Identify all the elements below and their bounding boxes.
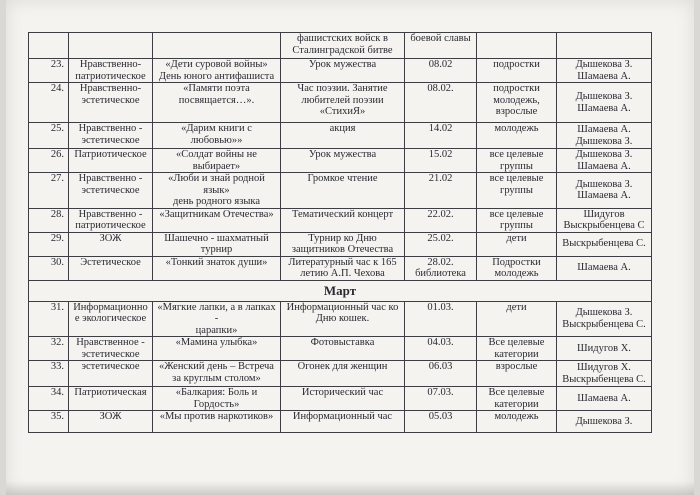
- cell-num: 32.: [29, 337, 69, 361]
- cell-title: «Дети суровой войны» День юного антифашиста: [153, 59, 281, 83]
- cell-date: 22.02.: [405, 208, 477, 232]
- table-row: [29, 149, 652, 173]
- cell-title: [153, 33, 281, 59]
- cell-responsible: Дышекова З.: [557, 411, 652, 433]
- cell-date: боевой славы: [405, 33, 477, 59]
- cell-date: 28.02. библиотека: [405, 256, 477, 280]
- cell-audience: Все целевые категории: [477, 387, 557, 411]
- cell-title: «Тонкий знаток души»: [153, 256, 281, 280]
- cell-title: «Мы против наркотиков»: [153, 411, 281, 433]
- cell-audience: подростки: [477, 59, 557, 83]
- cell-responsible: Дышекова З. Шамаева А.: [557, 59, 652, 83]
- cell-date: 05.03: [405, 411, 477, 433]
- cell-audience: взрослые: [477, 361, 557, 387]
- cell-form: Урок мужества: [281, 149, 405, 173]
- cell-direction: Нравственное - эстетическое: [69, 337, 153, 361]
- cell-direction: Нравственно - эстетическое: [69, 123, 153, 149]
- cell-title: «Защитникам Отечества»: [153, 208, 281, 232]
- table-body-march: [29, 301, 652, 433]
- cell-title: «Мамина улыбка»: [153, 337, 281, 361]
- table-row-continuation: [29, 33, 652, 59]
- cell-direction: Информационно е экологическое: [69, 301, 153, 337]
- cell-direction: Нравственно- эстетическое: [69, 83, 153, 123]
- cell-direction: Нравственно - патриотическое: [69, 208, 153, 232]
- document-page: [6, 0, 694, 495]
- events-plan-table: [28, 32, 652, 433]
- table-row: [29, 361, 652, 387]
- cell-form: Урок мужества: [281, 59, 405, 83]
- cell-title: «Памяти поэта посвящается…».: [153, 83, 281, 123]
- cell-audience: Все целевые категории: [477, 337, 557, 361]
- cell-responsible: Дышекова З. Шамаева А.: [557, 173, 652, 209]
- table-row: [29, 411, 652, 433]
- cell-form: Тематический концерт: [281, 208, 405, 232]
- cell-audience: молодежь: [477, 123, 557, 149]
- cell-num: 27.: [29, 173, 69, 209]
- cell-audience: все целевые группы: [477, 173, 557, 209]
- cell-audience: дети: [477, 301, 557, 337]
- cell-audience: подростки молодежь, взрослые: [477, 83, 557, 123]
- cell-title: Шашечно - шахматный турнир: [153, 232, 281, 256]
- table-month-header: [29, 280, 652, 301]
- cell-responsible: Дышекова З. Шамаева А.: [557, 83, 652, 123]
- cell-audience: Подростки молодежь: [477, 256, 557, 280]
- cell-num: 31.: [29, 301, 69, 337]
- cell-responsible: Дышекова З. Выскрыбенцева С.: [557, 301, 652, 337]
- cell-date: 15.02: [405, 149, 477, 173]
- table-row: [29, 256, 652, 280]
- cell-audience: молодежь: [477, 411, 557, 433]
- cell-responsible: Шамаева А.: [557, 387, 652, 411]
- cell-responsible: Шидугов Х. Выскрыбенцева С.: [557, 361, 652, 387]
- cell-date: 04.03.: [405, 337, 477, 361]
- cell-num: 25.: [29, 123, 69, 149]
- cell-form: Час поэзии. Занятие любителей поэзии «СтихиЯ»: [281, 83, 405, 123]
- cell-form: Фотовыставка: [281, 337, 405, 361]
- cell-responsible: Шамаева А.: [557, 256, 652, 280]
- cell-date: 14.02: [405, 123, 477, 149]
- cell-title: «Солдат войны не выбирает»: [153, 149, 281, 173]
- cell-form: Информационный час ко Дню кошек.: [281, 301, 405, 337]
- table-row: [29, 83, 652, 123]
- month-label: Март: [29, 280, 652, 301]
- cell-num: [29, 33, 69, 59]
- cell-audience: все целевые группы: [477, 208, 557, 232]
- table-row: [29, 337, 652, 361]
- cell-num: 35.: [29, 411, 69, 433]
- cell-date: 25.02.: [405, 232, 477, 256]
- cell-form: акция: [281, 123, 405, 149]
- cell-responsible: Шамаева А. Дышекова З.: [557, 123, 652, 149]
- month-row: [29, 280, 652, 301]
- table-row: [29, 59, 652, 83]
- table-row: [29, 387, 652, 411]
- cell-date: 07.03.: [405, 387, 477, 411]
- cell-form: Исторический час: [281, 387, 405, 411]
- cell-title: «Дарим книги с любовью»»: [153, 123, 281, 149]
- cell-direction: эстетическое: [69, 361, 153, 387]
- cell-responsible: Дышекова З. Шамаева А.: [557, 149, 652, 173]
- cell-num: 34.: [29, 387, 69, 411]
- cell-date: 01.03.: [405, 301, 477, 337]
- cell-responsible: Шидугов Выскрыбенцева С: [557, 208, 652, 232]
- cell-date: 08.02: [405, 59, 477, 83]
- cell-form: Огонек для женщин: [281, 361, 405, 387]
- cell-num: 30.: [29, 256, 69, 280]
- table-row: [29, 173, 652, 209]
- cell-direction: Патриотическое: [69, 149, 153, 173]
- cell-title: «Мягкие лапки, а в лапках - царапки»: [153, 301, 281, 337]
- cell-form: Литературный час к 165 летию А.П. Чехова: [281, 256, 405, 280]
- cell-direction: Нравственно - эстетическое: [69, 173, 153, 209]
- cell-form: фашистских войск в Сталинградской битве: [281, 33, 405, 59]
- cell-audience: дети: [477, 232, 557, 256]
- cell-audience: все целевые группы: [477, 149, 557, 173]
- table-row: [29, 123, 652, 149]
- table-row: [29, 232, 652, 256]
- cell-form: Громкое чтение: [281, 173, 405, 209]
- cell-title: «Женский день – Встреча за круглым столом»: [153, 361, 281, 387]
- cell-num: 29.: [29, 232, 69, 256]
- table-body-february: [29, 33, 652, 281]
- cell-title: «Балкария: Боль и Гордость»: [153, 387, 281, 411]
- cell-direction: ЗОЖ: [69, 232, 153, 256]
- cell-title: «Люби и знай родной язык» день родного языка: [153, 173, 281, 209]
- table-row: [29, 208, 652, 232]
- cell-direction: Эстетическое: [69, 256, 153, 280]
- cell-num: 24.: [29, 83, 69, 123]
- cell-date: 06.03: [405, 361, 477, 387]
- cell-responsible: Выскрыбенцева С.: [557, 232, 652, 256]
- cell-form: Информационный час: [281, 411, 405, 433]
- cell-date: 08.02.: [405, 83, 477, 123]
- cell-num: 26.: [29, 149, 69, 173]
- table-row: [29, 301, 652, 337]
- cell-direction: Нравственно- патриотическое: [69, 59, 153, 83]
- cell-direction: ЗОЖ: [69, 411, 153, 433]
- cell-num: 23.: [29, 59, 69, 83]
- cell-audience: [477, 33, 557, 59]
- cell-direction: Патриотическая: [69, 387, 153, 411]
- cell-num: 33.: [29, 361, 69, 387]
- cell-responsible: Шидугов Х.: [557, 337, 652, 361]
- cell-date: 21.02: [405, 173, 477, 209]
- cell-direction: [69, 33, 153, 59]
- cell-form: Турнир ко Дню защитников Отечества: [281, 232, 405, 256]
- cell-num: 28.: [29, 208, 69, 232]
- cell-responsible: [557, 33, 652, 59]
